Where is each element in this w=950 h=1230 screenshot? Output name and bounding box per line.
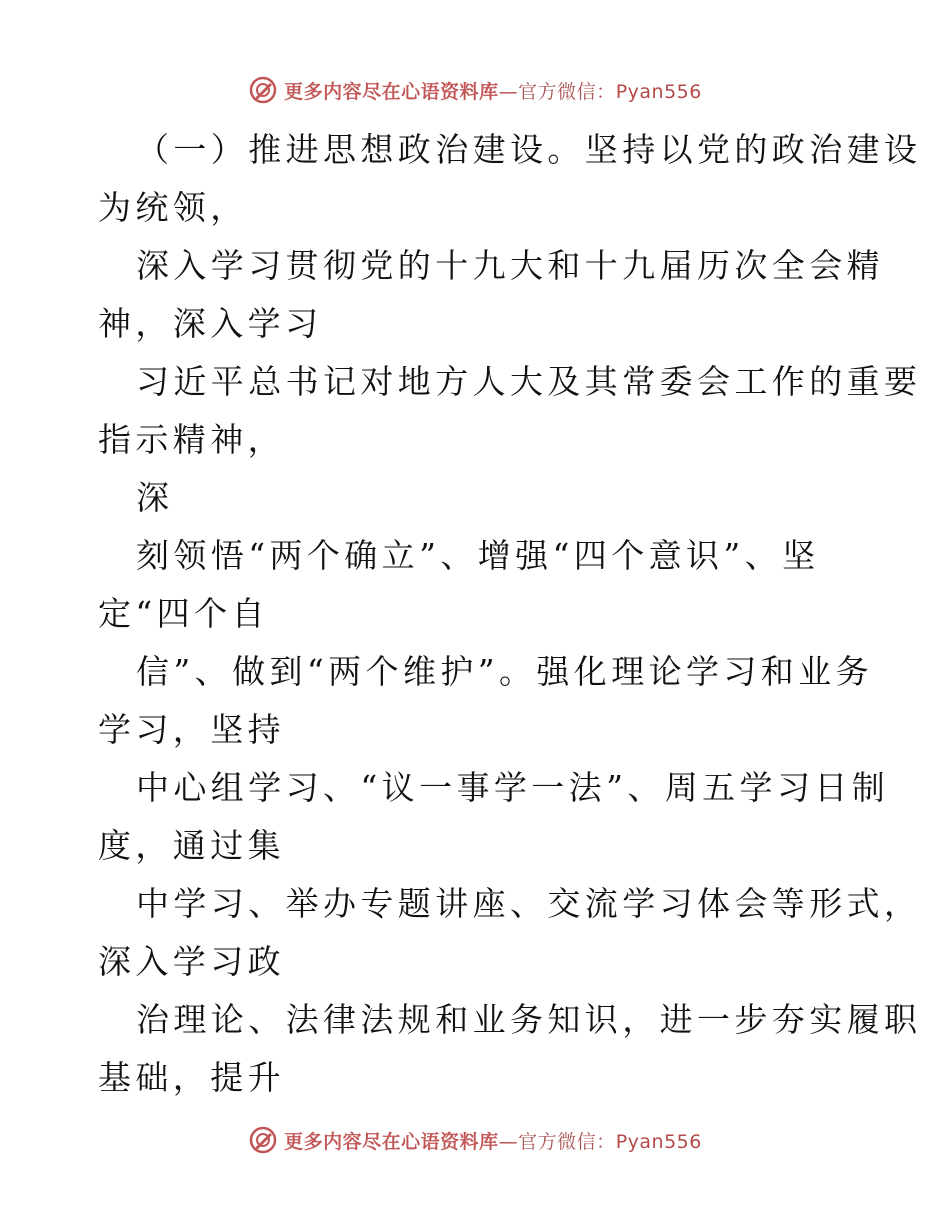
text-line: 基础，提升 [98,1058,285,1097]
watermark-wechat-label: 官方微信： [518,80,616,103]
text-line: 中学习、举办专题讲座、交流学习体会等形式， [136,884,922,923]
watermark-text [284,1127,702,1154]
text-line: 定“四个自 [98,594,269,633]
watermark-wechat-label: 官方微信： [518,1130,616,1153]
pen-logo-icon [248,1125,278,1155]
watermark-separator: — [498,1130,519,1153]
text-line: 指示精神， [98,420,285,459]
pen-logo-icon [248,75,278,105]
text-line: 学习，坚持 [98,710,285,749]
text-line: 为统领， [98,188,248,227]
watermark-text [284,77,702,104]
text-line: （一）推进思想政治建设。坚持以党的政治建设 [136,130,922,169]
header-watermark [0,70,950,110]
watermark-separator: — [498,80,519,103]
footer-watermark [0,1120,950,1160]
watermark-brand: 更多内容尽在心语资料库 [284,1130,499,1153]
watermark-wechat-id: Pyan556 [615,80,702,103]
text-line: 深入学习政 [98,942,285,981]
text-line: 信”、做到“两个维护”。强化理论学习和业务 [136,652,874,691]
text-line: 神，深入学习 [98,304,323,343]
text-line: 度，通过集 [98,826,285,865]
watermark-brand: 更多内容尽在心语资料库 [284,80,499,103]
watermark-wechat-id: Pyan556 [615,1130,702,1153]
text-line: 习近平总书记对地方人大及其常委会工作的重要 [136,362,922,401]
text-line: 深 [136,478,174,517]
text-line: 深入学习贯彻党的十九大和十九届历次全会精 [136,246,884,285]
text-line: 中心组学习、“议一事学一法”、周五学习日制 [136,768,890,807]
text-line: 治理论、法律法规和业务知识，进一步夯实履职 [136,1000,922,1039]
text-line: 刻领悟“两个确立”、增强“四个意识”、坚 [136,536,820,575]
